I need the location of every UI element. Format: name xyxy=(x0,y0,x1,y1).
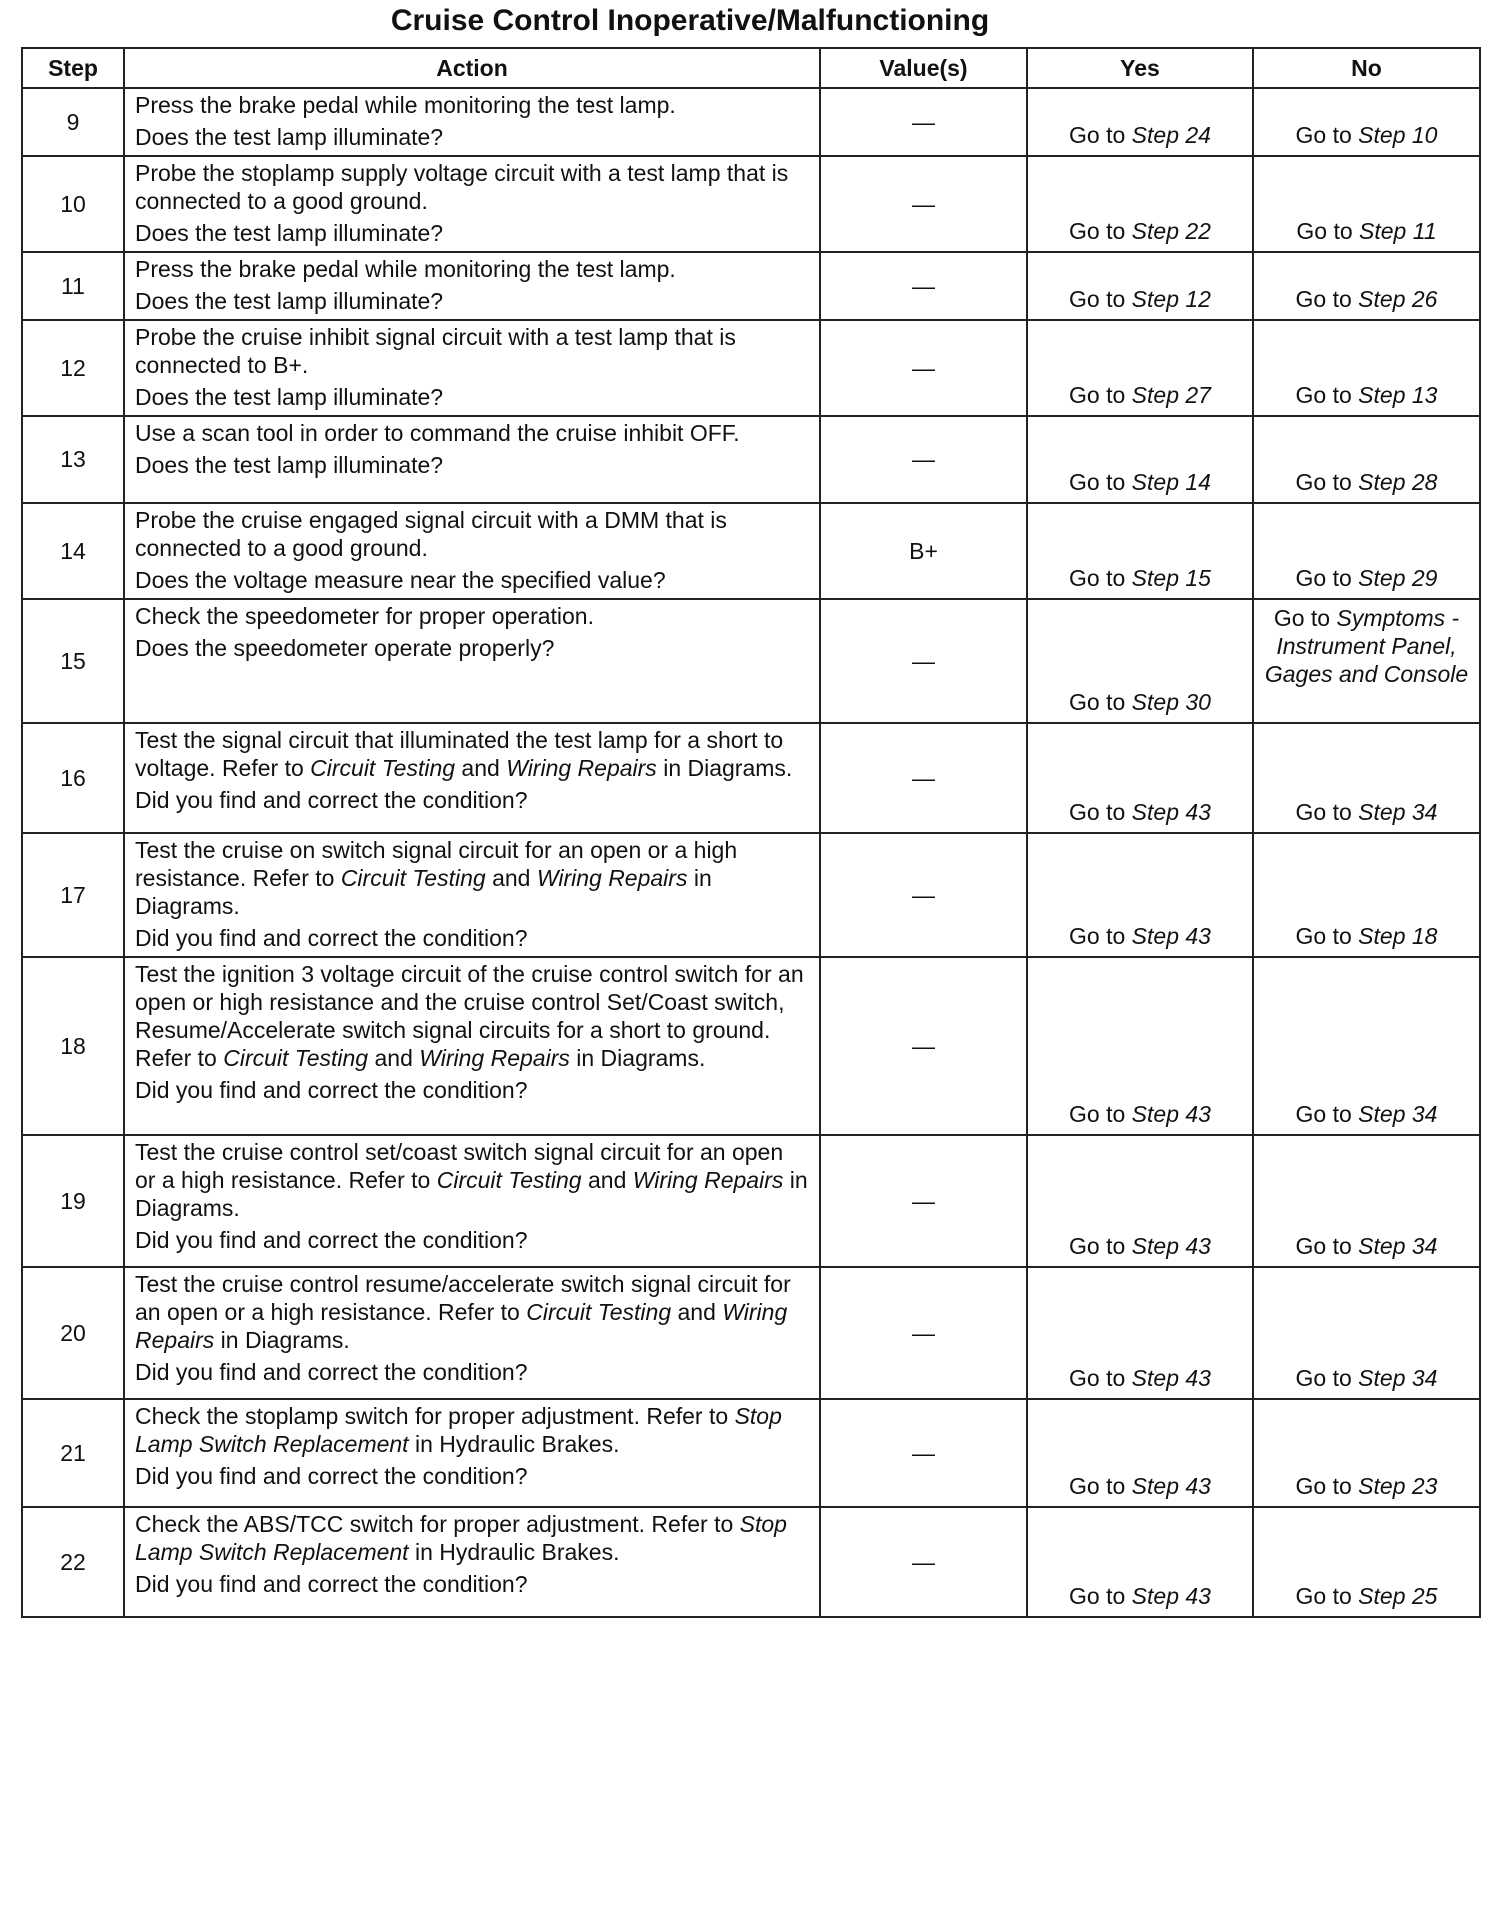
yes-step-link: Step 43 xyxy=(1131,1233,1211,1259)
header-values: Value(s) xyxy=(820,48,1027,88)
no-cell: Go to Symptoms - Instrument Panel, Gages and Console xyxy=(1253,599,1480,723)
yes-cell: Go to Step 22 xyxy=(1027,156,1253,252)
action-text: Press the brake pedal while monitoring the test lamp. xyxy=(135,92,676,118)
table-row xyxy=(22,599,1480,723)
action-cell xyxy=(124,1267,820,1399)
table-row xyxy=(22,1267,1480,1399)
yes-step-link: Step 43 xyxy=(1131,1365,1211,1391)
action-question: Does the test lamp illuminate? xyxy=(135,288,444,314)
yes-cell: Go to Step 43 xyxy=(1027,957,1253,1135)
yes-cell: Go to Step 24 xyxy=(1027,88,1253,156)
yes-step-link: Step 43 xyxy=(1131,923,1211,949)
header-step: Step xyxy=(22,48,124,88)
step-number: 14 xyxy=(22,503,124,599)
no-step-link: Step 29 xyxy=(1358,565,1438,591)
yes-step-link: Step 12 xyxy=(1131,286,1211,312)
no-step-link: Step 34 xyxy=(1358,799,1438,825)
yes-cell: Go to Step 43 xyxy=(1027,833,1253,957)
no-step-link: Symptoms - Instrument Panel, Gages and Console xyxy=(1264,605,1469,687)
action-question: Does the test lamp illuminate? xyxy=(135,124,444,150)
diagnostic-table xyxy=(21,47,1481,1618)
value-cell: — xyxy=(820,416,1027,503)
no-cell: Go to Step 23 xyxy=(1253,1399,1480,1507)
no-cell: Go to Step 11 xyxy=(1253,156,1480,252)
value-cell: — xyxy=(820,1399,1027,1507)
action-cell xyxy=(124,723,820,833)
action-question: Did you find and correct the condition? xyxy=(135,1463,528,1489)
table-row xyxy=(22,156,1480,252)
no-step-link: Step 26 xyxy=(1358,286,1438,312)
action-cell xyxy=(124,1399,820,1507)
action-cell xyxy=(124,599,820,723)
yes-cell: Go to Step 43 xyxy=(1027,1135,1253,1267)
value-cell: — xyxy=(820,88,1027,156)
yes-step-link: Step 27 xyxy=(1131,382,1211,408)
table-row xyxy=(22,320,1480,416)
no-cell: Go to Step 25 xyxy=(1253,1507,1480,1617)
step-number: 19 xyxy=(22,1135,124,1267)
no-cell: Go to Step 34 xyxy=(1253,957,1480,1135)
action-reference: Wiring Repairs xyxy=(135,1299,788,1353)
action-text: Test the ignition 3 voltage circuit of the cruise control switch for an open or high resistance and the cruise control Set/Coast switch, Resume/Accelerate switch signal circuits for a short to ground. Refer to Circuit Testing and Wiring Repairs in Diagrams. xyxy=(135,961,804,1071)
action-reference: Circuit Testing xyxy=(340,865,486,891)
action-question: Did you find and correct the condition? xyxy=(135,1077,528,1103)
action-cell xyxy=(124,416,820,503)
action-reference: Circuit Testing xyxy=(310,755,456,781)
yes-step-link: Step 30 xyxy=(1131,689,1211,715)
step-number: 20 xyxy=(22,1267,124,1399)
table-row xyxy=(22,833,1480,957)
yes-step-link: Step 43 xyxy=(1131,1473,1211,1499)
no-cell: Go to Step 26 xyxy=(1253,252,1480,320)
header-no: No xyxy=(1253,48,1480,88)
action-question: Does the speedometer operate properly? xyxy=(135,635,555,661)
no-cell: Go to Step 28 xyxy=(1253,416,1480,503)
no-step-link: Step 11 xyxy=(1359,218,1437,244)
value-cell: — xyxy=(820,252,1027,320)
step-number: 17 xyxy=(22,833,124,957)
no-step-link: Step 34 xyxy=(1358,1365,1438,1391)
table-row xyxy=(22,1507,1480,1617)
yes-step-link: Step 15 xyxy=(1131,565,1211,591)
action-cell xyxy=(124,957,820,1135)
action-text: Probe the cruise inhibit signal circuit with a test lamp that is connected to B+. xyxy=(135,324,736,378)
step-number: 21 xyxy=(22,1399,124,1507)
yes-cell: Go to Step 14 xyxy=(1027,416,1253,503)
value-cell: — xyxy=(820,1267,1027,1399)
value-cell: — xyxy=(820,1507,1027,1617)
action-question: Did you find and correct the condition? xyxy=(135,1227,528,1253)
yes-cell: Go to Step 15 xyxy=(1027,503,1253,599)
step-number: 22 xyxy=(22,1507,124,1617)
action-reference: Wiring Repairs xyxy=(536,865,688,891)
action-cell xyxy=(124,252,820,320)
action-question: Does the voltage measure near the specified value? xyxy=(135,567,666,593)
value-cell: — xyxy=(820,599,1027,723)
table-row xyxy=(22,957,1480,1135)
action-cell xyxy=(124,503,820,599)
no-cell: Go to Step 10 xyxy=(1253,88,1480,156)
header-yes: Yes xyxy=(1027,48,1253,88)
action-text: Check the speedometer for proper operation. xyxy=(135,603,594,629)
no-step-link: Step 28 xyxy=(1358,469,1438,495)
table-row xyxy=(22,1135,1480,1267)
step-number: 15 xyxy=(22,599,124,723)
action-cell xyxy=(124,1507,820,1617)
table-row xyxy=(22,503,1480,599)
step-number: 9 xyxy=(22,88,124,156)
yes-cell: Go to Step 43 xyxy=(1027,1507,1253,1617)
no-cell: Go to Step 29 xyxy=(1253,503,1480,599)
no-cell: Go to Step 13 xyxy=(1253,320,1480,416)
action-text: Test the signal circuit that illuminated the test lamp for a short to voltage. Refer to Circuit Testing and Wiring Repairs in Diagrams. xyxy=(135,727,793,781)
action-reference: Wiring Repairs xyxy=(506,755,657,781)
action-text: Probe the cruise engaged signal circuit with a DMM that is connected to a good ground. xyxy=(135,507,727,561)
yes-cell: Go to Step 12 xyxy=(1027,252,1253,320)
action-question: Did you find and correct the condition? xyxy=(135,1359,528,1385)
no-cell: Go to Step 34 xyxy=(1253,1267,1480,1399)
yes-cell: Go to Step 27 xyxy=(1027,320,1253,416)
action-reference: Wiring Repairs xyxy=(632,1167,784,1193)
no-cell: Go to Step 34 xyxy=(1253,723,1480,833)
no-step-link: Step 34 xyxy=(1358,1101,1438,1127)
step-number: 10 xyxy=(22,156,124,252)
yes-step-link: Step 43 xyxy=(1131,799,1211,825)
action-text: Test the cruise control resume/accelerate switch signal circuit for an open or a high resistance. Refer to Circuit Testing and Wiring Repairs in Diagrams. xyxy=(135,1271,791,1353)
header-row xyxy=(22,48,1480,88)
action-cell xyxy=(124,833,820,957)
action-question: Did you find and correct the condition? xyxy=(135,1571,528,1597)
table-row xyxy=(22,723,1480,833)
table-row xyxy=(22,416,1480,503)
action-cell xyxy=(124,1135,820,1267)
action-reference: Circuit Testing xyxy=(436,1167,582,1193)
yes-cell: Go to Step 43 xyxy=(1027,723,1253,833)
action-reference: Wiring Repairs xyxy=(419,1045,570,1071)
step-number: 16 xyxy=(22,723,124,833)
action-text: Use a scan tool in order to command the cruise inhibit OFF. xyxy=(135,420,740,446)
step-number: 18 xyxy=(22,957,124,1135)
no-step-link: Step 25 xyxy=(1358,1583,1438,1609)
no-step-link: Step 10 xyxy=(1358,122,1438,148)
yes-step-link: Step 22 xyxy=(1131,218,1211,244)
no-step-link: Step 23 xyxy=(1358,1473,1438,1499)
value-cell: — xyxy=(820,833,1027,957)
page-title: Cruise Control Inoperative/Malfunctioning xyxy=(390,4,990,37)
value-cell: — xyxy=(820,156,1027,252)
table-row xyxy=(22,1399,1480,1507)
action-question: Did you find and correct the condition? xyxy=(135,925,528,951)
action-reference: Circuit Testing xyxy=(526,1299,672,1325)
action-reference: Stop Lamp Switch Replacement xyxy=(135,1403,782,1457)
value-cell: — xyxy=(820,320,1027,416)
action-question: Does the test lamp illuminate? xyxy=(135,220,444,246)
no-step-link: Step 13 xyxy=(1358,382,1438,408)
header-action: Action xyxy=(124,48,820,88)
value-cell: — xyxy=(820,957,1027,1135)
yes-step-link: Step 24 xyxy=(1131,122,1211,148)
action-cell xyxy=(124,88,820,156)
step-number: 13 xyxy=(22,416,124,503)
value-cell: — xyxy=(820,723,1027,833)
action-question: Does the test lamp illuminate? xyxy=(135,384,444,410)
table-row xyxy=(22,88,1480,156)
no-step-link: Step 34 xyxy=(1358,1233,1438,1259)
action-question: Did you find and correct the condition? xyxy=(135,787,528,813)
table-row xyxy=(22,252,1480,320)
action-text: Test the cruise control set/coast switch signal circuit for an open or a high resistance. Refer to Circuit Testing and Wiring Repairs in Diagrams. xyxy=(135,1139,808,1221)
value-cell: B+ xyxy=(820,503,1027,599)
yes-step-link: Step 43 xyxy=(1131,1583,1211,1609)
action-reference: Circuit Testing xyxy=(223,1045,369,1071)
yes-step-link: Step 43 xyxy=(1131,1101,1211,1127)
action-reference: Stop Lamp Switch Replacement xyxy=(135,1511,787,1565)
action-text: Test the cruise on switch signal circuit for an open or a high resistance. Refer to Circuit Testing and Wiring Repairs in Diagrams. xyxy=(135,837,738,919)
no-cell: Go to Step 34 xyxy=(1253,1135,1480,1267)
yes-step-link: Step 14 xyxy=(1131,469,1211,495)
action-text: Press the brake pedal while monitoring the test lamp. xyxy=(135,256,676,282)
yes-cell: Go to Step 30 xyxy=(1027,599,1253,723)
action-cell xyxy=(124,320,820,416)
no-step-link: Step 18 xyxy=(1358,923,1438,949)
no-cell: Go to Step 18 xyxy=(1253,833,1480,957)
step-number: 11 xyxy=(22,252,124,320)
action-cell xyxy=(124,156,820,252)
action-text: Check the stoplamp switch for proper adjustment. Refer to Stop Lamp Switch Replacement in Hydraulic Brakes. xyxy=(135,1403,782,1457)
yes-cell: Go to Step 43 xyxy=(1027,1267,1253,1399)
action-text: Probe the stoplamp supply voltage circuit with a test lamp that is connected to a good ground. xyxy=(135,160,789,214)
value-cell: — xyxy=(820,1135,1027,1267)
step-number: 12 xyxy=(22,320,124,416)
action-question: Does the test lamp illuminate? xyxy=(135,452,444,478)
action-text: Check the ABS/TCC switch for proper adjustment. Refer to Stop Lamp Switch Replacement in Hydraulic Brakes. xyxy=(135,1511,787,1565)
yes-cell: Go to Step 43 xyxy=(1027,1399,1253,1507)
